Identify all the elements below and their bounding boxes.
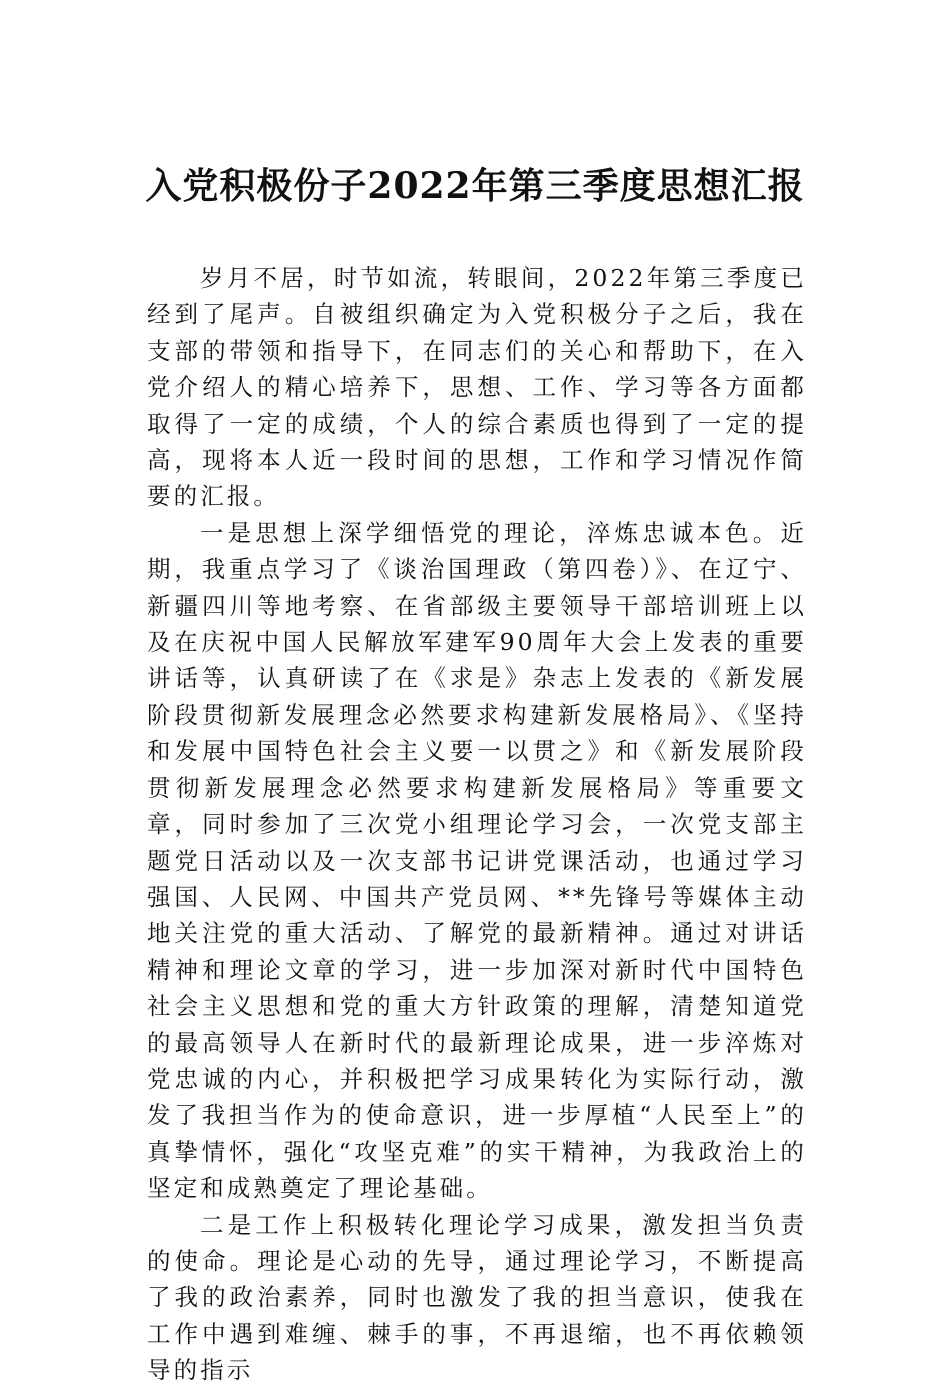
document-title: 入党积极份子2022年第三季度思想汇报 (145, 165, 805, 207)
paragraph-ideology: 一是思想上深学细悟党的理论，淬炼忠诚本色。近期，我重点学习了《谈治国理政（第四卷）》、在辽宁、新疆四川等地考察、在省部级主要领导干部培训班上以及在庆祝中国人民解放军建军90周年大会上发表的重要讲话等，认真研读了在《求是》杂志上发表的《新发展阶段贯彻新发展理念必然要求构建新发展格局》、《坚持和发展中国特色社会主义要一以贯之》和《新发展阶段贯彻新发展理念必然要求构建新发展格局》等重要文章，同时参加了三次党小组理论学习会，一次党支部主题党日活动以及一次支部书记讲党课活动，也通过学习强国、人民网、中国共产党员网、**先锋号等媒体主动地关注党的重大活动、了解党的最新精神。通过对讲话精神和理论文章的学习，进一步加深对新时代中国特色社会主义思想和党的重大方针政策的理解，清楚知道党的最高领导人在新时代的最新理论成果，进一步淬炼对党忠诚的内心，并积极把学习成果转化为实际行动，激发了我担当作为的使命意识，进一步厚植“人民至上”的真挚情怀，强化“攻坚克难”的实干精神，为我政治上的坚定和成熟奠定了理论基础。 (147, 518, 807, 1203)
paragraph-intro: 岁月不居，时节如流，转眼间，2022年第三季度已经到了尾声。自被组织确定为入党积极分子之后，我在支部的带领和指导下，在同志们的关心和帮助下，在入党介绍人的精心培养下，思想、工作、学习等各方面都取得了一定的成绩，个人的综合素质也得到了一定的提高，现将本人近一段时间的思想，工作和学习情况作简要的汇报。 (147, 264, 807, 511)
document-body (147, 260, 807, 1389)
paragraph-work: 二是工作上积极转化理论学习成果，激发担当负责的使命。理论是心动的先导，通过理论学习，不断提高了我的政治素养，同时也激发了我的担当意识，使我在工作中遇到难缠、棘手的事，不再退缩，也不再依赖领导的指示 (147, 1210, 807, 1385)
